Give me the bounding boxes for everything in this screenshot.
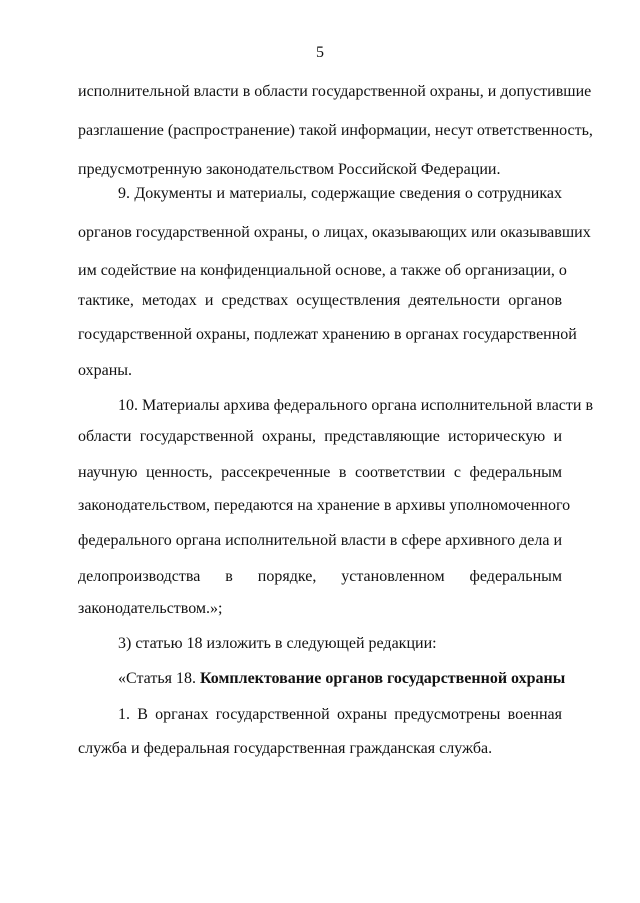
text-line: предусмотренную законодательством Российской Федерации.	[78, 161, 501, 178]
text-line: им содействие на конфиденциальной основе, а также об организации, о	[78, 262, 567, 279]
paragraph-10-first-line: 10. Материалы архива федерального органа исполнительной власти в	[118, 397, 593, 414]
text-line: области государственной охраны, представляющие историческую и	[78, 428, 562, 445]
text-line: законодательством.»;	[78, 600, 223, 617]
text-line: исполнительной власти в области государственной охраны, и допустившие	[78, 83, 592, 100]
article-heading	[118, 669, 566, 689]
text-line: разглашение (распространение) такой информации, несут ответственность,	[78, 122, 593, 139]
article-heading-prefix: «Статья 18.	[118, 670, 200, 687]
amendment-instruction: 3) статью 18 изложить в следующей редакции:	[118, 635, 437, 652]
text-line: тактике, методах и средствах осуществления деятельности органов	[78, 292, 562, 309]
text-line: служба и федеральная государственная гражданская служба.	[78, 740, 493, 757]
page-number: 5	[316, 44, 324, 61]
text-line: делопроизводства в порядке, установленном федеральным	[78, 568, 562, 585]
text-line: федерального органа исполнительной власти в сфере архивного дела и	[78, 532, 563, 549]
text-line: законодательством, передаются на хранение в архивы уполномоченного	[78, 497, 571, 514]
text-line: органов государственной охраны, о лицах, оказывающих или оказывавших	[78, 224, 591, 241]
text-line: государственной охраны, подлежат хранению в органах государственной	[78, 326, 577, 343]
article-heading-title: Комплектование органов государственной охраны	[199, 670, 566, 687]
text-line: охраны.	[78, 362, 133, 379]
paragraph-9-first-line: 9. Документы и материалы, содержащие сведения о сотрудниках	[118, 185, 562, 202]
article-clause-1-first-line: 1. В органах государственной охраны предусмотрены военная	[118, 706, 562, 723]
text-line: научную ценность, рассекреченные в соответствии с федеральным	[78, 464, 562, 481]
